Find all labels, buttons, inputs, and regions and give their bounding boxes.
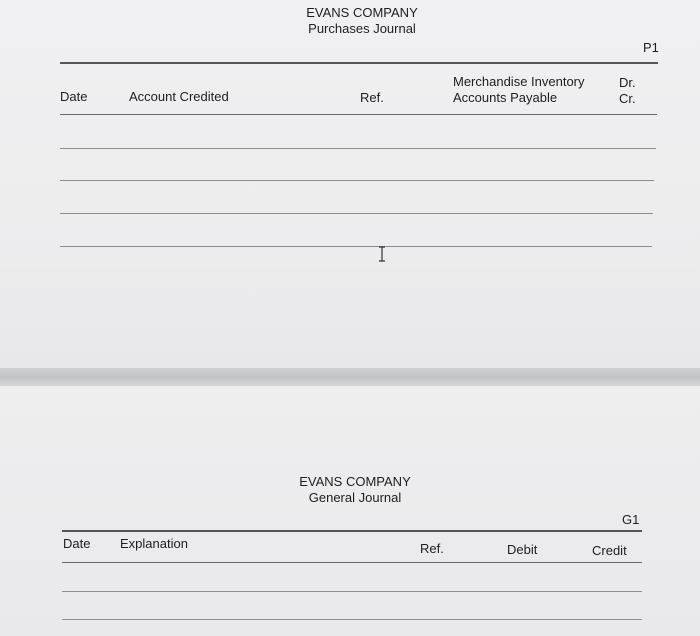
general-col-debit: Debit: [507, 542, 538, 557]
purchases-page-ref: P1: [643, 40, 659, 55]
purchases-journal-title: Purchases Journal: [308, 21, 416, 36]
purchases-company-name: EVANS COMPANY: [306, 5, 418, 20]
general-header-bottom-rule: [62, 562, 642, 563]
general-entry-row-line[interactable]: [62, 619, 642, 620]
purchases-col-cr: Cr.: [619, 91, 636, 106]
purchases-col-dr: Dr.: [619, 75, 636, 90]
general-page-ref: G1: [622, 512, 640, 527]
purchases-entry-row-line[interactable]: [60, 148, 656, 149]
purchases-col-amount-line1: Merchandise Inventory: [453, 74, 585, 89]
general-journal-title-block: [255, 474, 455, 506]
general-col-date: Date: [63, 536, 91, 551]
purchases-entry-row-line[interactable]: [60, 180, 654, 181]
general-col-ref: Ref.: [420, 541, 444, 556]
general-col-explanation: Explanation: [120, 536, 188, 551]
purchases-col-ref: Ref.: [360, 90, 384, 105]
purchases-col-date: Date: [60, 89, 88, 104]
purchases-journal-title-block: [262, 5, 462, 37]
purchases-entry-row-line[interactable]: [60, 213, 653, 214]
purchases-col-amount-line2: Accounts Payable: [453, 90, 558, 105]
general-entry-row-line[interactable]: [62, 591, 642, 592]
purchases-header-top-rule: [60, 62, 658, 64]
page-divider: [0, 368, 700, 386]
general-col-credit: Credit: [592, 543, 627, 558]
general-journal-panel: [0, 386, 700, 636]
text-cursor-icon: [377, 246, 387, 262]
purchases-header-bottom-rule: [60, 114, 657, 115]
general-company-name: EVANS COMPANY: [299, 474, 411, 489]
purchases-col-account-credited: Account Credited: [129, 89, 229, 104]
general-header-top-rule: [62, 530, 642, 532]
purchases-entry-row-line[interactable]: [60, 246, 652, 247]
general-journal-title: General Journal: [308, 490, 402, 505]
